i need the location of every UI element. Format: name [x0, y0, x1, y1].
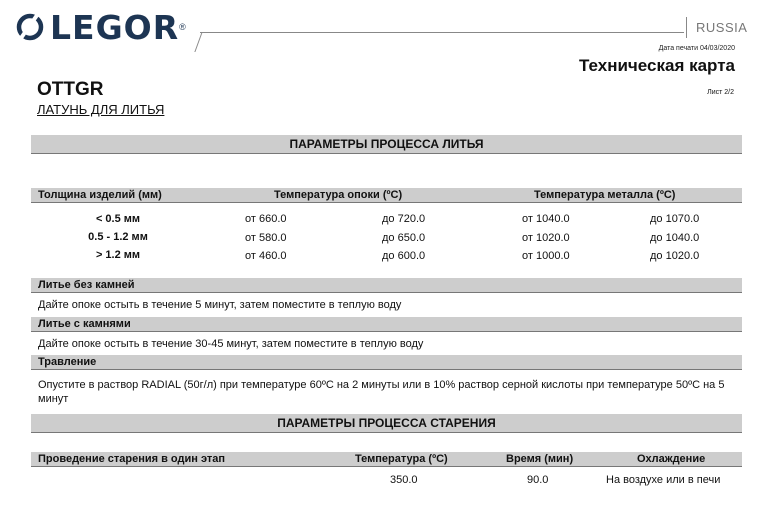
logo-text: LEGOR: [50, 7, 180, 47]
header-rule: [200, 32, 684, 33]
pickling-label: Травление: [31, 355, 742, 370]
aging-section-title: ПАРАМЕТРЫ ПРОЦЕССА СТАРЕНИЯ: [31, 414, 742, 433]
no-stones-text: Дайте опоке остыть в течение 5 минут, затем поместите в теплую воду: [38, 299, 402, 311]
header-cooling: Охлаждение: [637, 453, 706, 465]
header-rule-slant: [194, 32, 202, 52]
registered-mark: ®: [179, 22, 186, 32]
with-stones-label: Литье с камнями: [31, 317, 742, 332]
header-thickness: Толщина изделий (мм): [38, 189, 162, 201]
country-label: RUSSIA: [696, 20, 748, 35]
row-thickness: < 0.5 мм: [95, 213, 141, 225]
header-flask-temp: Температура опоки (ºC): [274, 189, 403, 201]
aging-temperature-value: 350.0: [390, 474, 418, 486]
alloy-description: ЛАТУНЬ ДЛЯ ЛИТЬЯ: [37, 102, 165, 117]
header-temperature: Температура (ºC): [355, 453, 448, 465]
row-flask-from: от 580.0: [245, 232, 287, 244]
row-metal-to: до 1070.0: [650, 213, 700, 225]
with-stones-text: Дайте опоке остыть в течение 30-45 минут, затем поместите в теплую воду: [38, 338, 424, 350]
row-thickness: 0.5 - 1.2 мм: [88, 231, 148, 243]
row-metal-to: до 1040.0: [650, 232, 700, 244]
header-metal-temp: Температура металла (ºC): [534, 189, 676, 201]
casting-table-header: [31, 188, 742, 203]
row-thickness: > 1.2 мм: [95, 249, 141, 261]
aging-time-value: 90.0: [527, 474, 549, 486]
row-metal-from: от 1000.0: [522, 250, 570, 262]
row-flask-to: до 720.0: [382, 213, 426, 225]
row-flask-from: от 660.0: [245, 213, 287, 225]
legor-logo: [16, 7, 186, 47]
casting-section-title: ПАРАМЕТРЫ ПРОЦЕССА ЛИТЬЯ: [31, 135, 742, 154]
document-title: Техническая карта: [578, 56, 735, 75]
header-process: Проведение старения в один этап: [38, 453, 226, 465]
row-metal-from: от 1040.0: [522, 213, 570, 225]
aging-table-header: [31, 452, 742, 467]
no-stones-label: Литье без камней: [31, 278, 742, 293]
row-flask-to: до 600.0: [382, 250, 426, 262]
aging-cooling-value: На воздухе или в печи: [606, 474, 721, 486]
print-date: Дата печати 04/03/2020: [658, 45, 735, 52]
country-separator: [686, 17, 687, 38]
row-metal-to: до 1020.0: [650, 250, 700, 262]
sheet-number: Лист 2/2: [707, 89, 734, 96]
row-flask-from: от 460.0: [245, 250, 287, 262]
header-time: Время (мин): [506, 453, 574, 465]
pickling-text: Опустите в раствор RADIAL (50г/л) при температуре 60ºC на 2 минуты или в 10% раствор серной кислоты при температуре 50ºC на 5 минут: [38, 379, 725, 405]
legor-logo-icon: [16, 13, 44, 41]
row-flask-to: до 650.0: [382, 232, 426, 244]
alloy-code: OTTGR: [37, 79, 104, 100]
row-metal-from: от 1020.0: [522, 232, 570, 244]
